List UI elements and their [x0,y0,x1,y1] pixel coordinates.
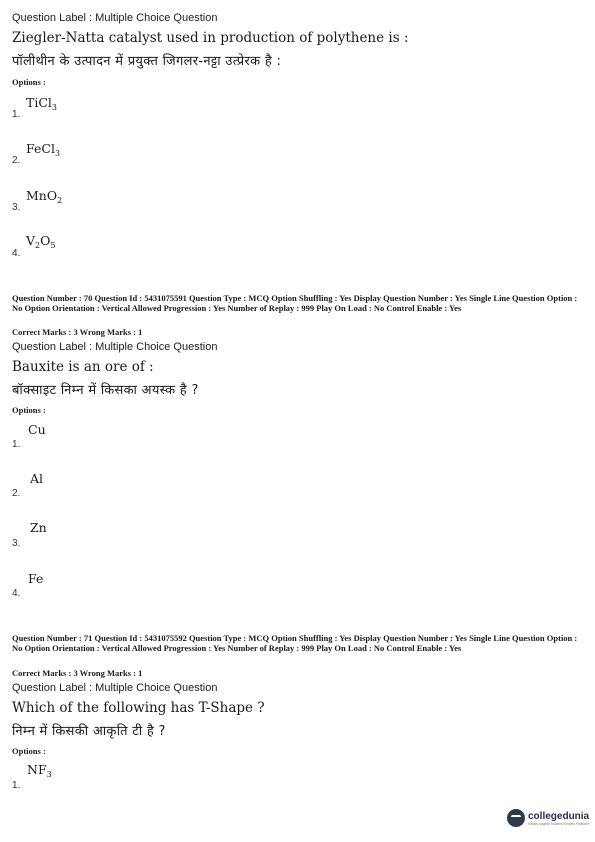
question-text-english: Which of the following has T-Shape ? [12,700,265,716]
options-label: Options : [12,746,46,756]
option-number: 2. [12,488,21,499]
options-label: Options : [12,77,46,87]
option-text: $NF_3$ [27,762,52,779]
question-text-english: Bauxite is an ore of : [12,359,154,375]
question-metadata: Question Number : 70 Question Id : 5431075591 Question Type : MCQ Option Shuffling : Yes Display Question Number : Yes Single Line Question Option : No Option Orientation : Vertical Allowed Progression : Yes Number of Replay : 999 Play On Load : No Control Enable : Yes [12,293,578,313]
option-text: MnO$_2$ [26,188,63,205]
option-text: TiCl$_3$ [26,95,57,112]
logo-tagline: India's largest Student Review Platform [528,821,589,826]
option-number: 1. [12,439,21,450]
question-label: Question Label : Multiple Choice Question [12,12,218,24]
question-label: Question Label : Multiple Choice Question [12,682,218,694]
option-text: FeCl$_3$ [26,141,61,158]
option-number: 1. [12,780,21,791]
option-number: 3. [12,538,21,549]
question-label: Question Label : Multiple Choice Question [12,341,218,353]
option-text: $V_2O_5$ [26,233,56,250]
options-label: Options : [12,405,46,415]
question-metadata: Question Number : 71 Question Id : 5431075592 Question Type : MCQ Option Shuffling : Yes Display Question Number : Yes Single Line Question Option : No Option Orientation : Vertical Allowed Progression : Yes Number of Replay : 999 Play On Load : No Control Enable : Yes [12,633,578,653]
mascot-face-icon [507,809,525,827]
option-text: Cu [28,422,46,437]
question-text-hindi: बॉक्साइट निम्न में किसका अयस्क है ? [12,383,199,398]
option-number: 2. [12,155,21,166]
option-text: Zn [30,520,47,535]
option-text: Fe [28,571,44,586]
option-number: 4. [12,248,21,259]
logo-name: collegedunia [528,810,590,822]
marks-info: Correct Marks : 3 Wrong Marks : 1 [12,668,143,678]
option-number: 1. [12,109,21,120]
option-text: Al [30,471,44,486]
question-text-hindi: निम्न में किसकी आकृति टी है ? [12,724,166,739]
question-text-hindi: पॉलीथीन के उत्पादन में प्रयुक्त जिगलर-नट्टा उत्प्रेरक है : [12,54,282,69]
option-number: 3. [12,202,21,213]
option-number: 4. [12,588,21,599]
collegedunia-logo [507,809,589,827]
question-text-english: Ziegler-Natta catalyst used in production of polythene is : [12,30,409,46]
marks-info: Correct Marks : 3 Wrong Marks : 1 [12,327,143,337]
